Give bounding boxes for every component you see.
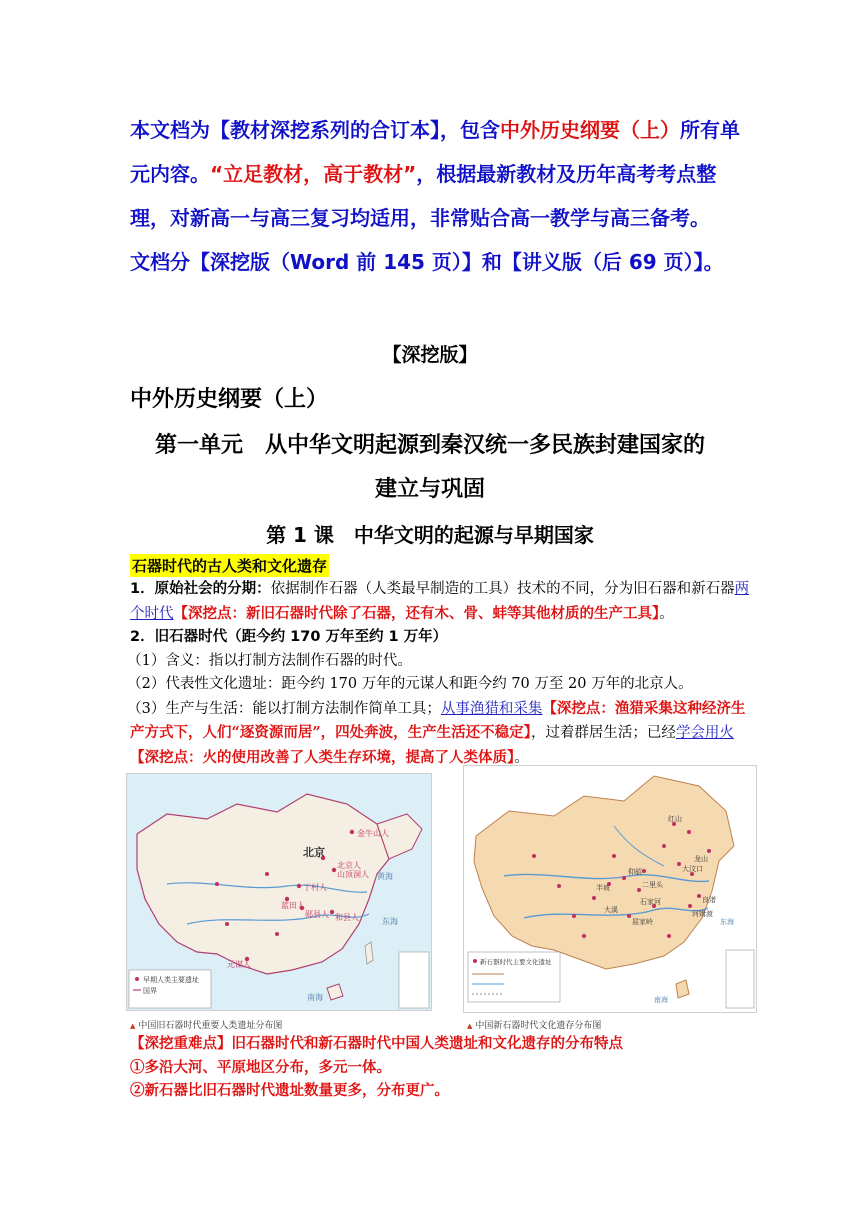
book-title: 中外历史纲要（上） — [130, 387, 329, 412]
intro-text-4: 文档分【深挖版（Word 前 145 页）】和【讲义版（后 69 页）】。 — [130, 250, 724, 274]
point-2-head: 2．旧石器时代（距今约 170 万年至约 1 万年） — [130, 629, 448, 645]
point-1-head: 1．原始社会的分期： — [130, 581, 271, 597]
map1-label-huanghai: 黄海 — [377, 872, 393, 881]
map2-caption-text: 中国新石器时代文化遗存分布图 — [475, 1021, 602, 1031]
map1-label-donghai: 东海 — [382, 917, 398, 926]
map1-caption-text: 中国旧石器时代重要人类遗址分布图 — [138, 1021, 283, 1031]
point-1-end: 。 — [659, 605, 674, 622]
map2-label-daxi: 大溪 — [604, 906, 618, 914]
map1-caption — [130, 1018, 282, 1031]
point-2-3-text: （3）生产与生活：能以打制方法制作简单工具； — [127, 700, 441, 717]
point-1 — [130, 578, 750, 626]
map2-legend-sites: 新石器时代主要文化遗址 — [480, 958, 552, 966]
map2-label-banpo: 半坡 — [596, 884, 610, 892]
analysis-item-1: ①多沿大河、平原地区分布，多元一体。 — [130, 1058, 391, 1076]
map2-label-dawenkou: 大汶口 — [682, 865, 703, 873]
map1-label-lantian: 蓝田人 — [281, 901, 305, 910]
caption-triangle-icon: ▲ — [467, 1022, 473, 1030]
analysis-heading: 【深挖重难点】旧石器时代和新石器时代中国人类遗址和文化遗存的分布特点 — [130, 1035, 623, 1052]
neolithic-cultures-map — [463, 765, 757, 1013]
deep-note-2: 【深挖点：渔猎采集这种经济生产方式下，人们“逐资源而居”，四处奔波，生产生活还不稳定】 — [130, 699, 746, 741]
point-2-2: （2）代表性文化遗址：距今约 170 万年的元谋人和距今约 70 万至 20 万年的北京人。 — [127, 676, 693, 692]
point-2-3-end: 。 — [514, 749, 529, 766]
point-2-3-text-2: ，过着群居生活；已经 — [530, 725, 676, 741]
unit-title — [0, 424, 860, 512]
map1-label-yunxian: 郧县人 — [305, 910, 329, 919]
lesson-title: 第 1 课 中华文明的起源与早期国家 — [266, 523, 594, 547]
map1-legend-border: 国界 — [143, 987, 157, 995]
intro-quote: “立足教材，高于教材” — [210, 162, 417, 186]
map1-label-nanhai: 南海 — [307, 993, 323, 1002]
link-hunting-gathering[interactable]: 从事渔猎和采集 — [440, 700, 543, 717]
intro-paragraph — [130, 108, 750, 284]
map1-label-yuanmou: 元谋人 — [227, 960, 251, 969]
map1-label-beijingren: 北京人 — [337, 861, 361, 870]
map1-label-shandingdong: 山顶洞人 — [337, 870, 369, 879]
map1-label-jinniushan: 金牛山人 — [357, 829, 389, 838]
unit-title-line-2: 建立与巩固 — [374, 477, 485, 502]
deep-analysis-block — [130, 1032, 750, 1103]
intro-book-name: 中外历史纲要（上） — [500, 118, 680, 142]
map2-label-hemudu: 河姆渡 — [692, 910, 713, 918]
map1-label-hexian: 和县人 — [335, 913, 359, 922]
section-highlight-title: 石器时代的古人类和文化遗存 — [130, 554, 329, 577]
version-heading: 【深挖版】 — [382, 344, 478, 366]
deep-note-3: 【深挖点：火的使用改善了人类生存环境，提高了人类体质】 — [130, 748, 515, 766]
intro-text-1: 本文档为【教材深挖系列的合订本】，包含 — [130, 118, 500, 142]
lesson-body — [127, 578, 750, 770]
link-two-eras[interactable]: 两个时代 — [130, 581, 750, 622]
point-1-text: 依据制作石器（人类最早制造的工具）技术的不同，分为旧石器和新石器 — [270, 581, 735, 597]
caption-triangle-icon: ▲ — [130, 1022, 136, 1030]
map2-label-donghai: 东海 — [720, 918, 734, 926]
map2-caption — [467, 1018, 601, 1031]
map1-label-dingcun: 丁村人 — [303, 883, 327, 892]
map2-label-yangshao: 仰韶 — [628, 868, 642, 876]
unit-title-line-1: 第一单元 从中华文明起源到秦汉统一多民族封建国家的 — [154, 433, 705, 458]
map2-label-liangzhu: 良渚 — [702, 896, 716, 904]
deep-note-1: 【深挖点：新旧石器时代除了石器，还有木、骨、蚌等其他材质的生产工具】 — [173, 604, 660, 622]
map2-label-hongshan: 红山 — [668, 815, 682, 823]
map2-label-longshan: 龙山 — [694, 855, 708, 863]
analysis-item-2: ②新石器比旧石器时代遗址数量更多，分布更广。 — [130, 1082, 449, 1099]
point-2-3 — [127, 697, 750, 771]
point-2-1: （1）含义：指以打制方法制作石器的时代。 — [127, 652, 412, 669]
paleolithic-sites-map — [126, 773, 432, 1011]
intro-text-3: ，根据最新教材及历年高考考点整理，对新高一与高三复习均适用，非常贴合高一教学与高三备考。 — [130, 162, 717, 230]
map1-label-beijing: 北京 — [303, 846, 325, 859]
intro-text-2: 所有单元内容。 — [130, 118, 740, 186]
map2-label-qujialing: 屈家岭 — [632, 918, 653, 926]
map2-label-erlitou: 二里头 — [642, 881, 663, 889]
link-use-fire[interactable]: 学会用火 — [675, 725, 734, 741]
map2-label-shijiahe: 石家河 — [640, 898, 661, 906]
map1-legend-sites: 早期人类主要遗址 — [143, 976, 199, 984]
map2-label-nanhai: 南海 — [654, 996, 668, 1004]
